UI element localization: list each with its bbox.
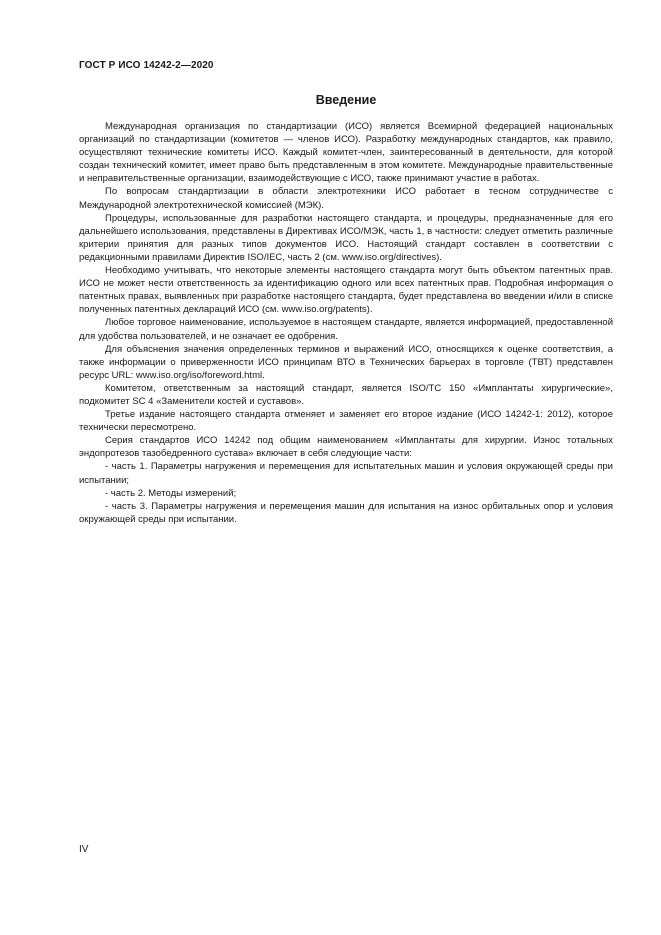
- paragraph: Международная организация по стандартизации (ИСО) является Всемирной федерацией национальных организаций по стандартизации (комитетов — членов ИСО). Разработку международных стандартов, как правило, осуществляют технические комитеты ИСО. Каждый комитет-член, заинтересованный в деятельности, для которой создан технический комитет, имеет право быть представленным в этом комитете. Международные правительственные и неправительственные организации, взаимодействующие с ИСО, также принимают участие в работах.: [79, 121, 613, 185]
- list-item: - часть 1. Параметры нагружения и перемещения для испытательных машин и условия окружающей среды при испытании;: [79, 461, 613, 486]
- paragraph: Третье издание настоящего стандарта отменяет и заменяет его второе издание (ИСО 14242-1: 2012), которое технически пересмотрено.: [79, 409, 613, 434]
- paragraph: Процедуры, использованные для разработки настоящего стандарта, и процедуры, предназначенные для его дальнейшего использования, представлены в Директивах ИСО/МЭК, часть 1, в частности: следует отметить различные критерии принятия для разных типов документов ИСО. Настоящий стандарт составлен в соответствии с редакционными правилами Директив ISO/IEC, часть 2 (см. www.iso.org/directives).: [79, 212, 613, 263]
- paragraph: По вопросам стандартизации в области электротехники ИСО работает в тесном сотрудничестве с Международной электротехнической комиссией (МЭК).: [79, 186, 613, 211]
- section-title: Введение: [315, 93, 377, 107]
- paragraph: Комитетом, ответственным за настоящий стандарт, является ISO/TC 150 «Имплантаты хирургические», подкомитет SC 4 «Заменители костей и суставов».: [79, 382, 613, 407]
- paragraph: Любое торговое наименование, используемое в настоящем стандарте, является информацией, предоставленной для удобства пользователей, и не означает ее одобрения.: [79, 317, 613, 342]
- paragraph: Для объяснения значения определенных терминов и выражений ИСО, относящихся к оценке соответствия, а также информации о приверженности ИСО принципам ВТО в Технических барьерах в торговле (ТВТ) представлен ресурс URL: www.iso.org/iso/foreword.html.: [79, 343, 613, 381]
- paragraph: Серия стандартов ИСО 14242 под общим наименованием «Имплантаты для хирургии. Износ тотальных эндопротезов тазобедренного сустава» включает в себя следующие части:: [79, 435, 613, 460]
- page-number: IV: [79, 844, 89, 855]
- list-item: - часть 2. Методы измерений;: [105, 487, 237, 499]
- document-header: ГОСТ Р ИСО 14242-2—2020: [79, 60, 214, 71]
- body-text: [79, 120, 613, 526]
- list-item: - часть 3. Параметры нагружения и перемещения машин для испытания на износ орбитальных опор и условия окружающей среды при испытании.: [79, 500, 613, 525]
- paragraph: Необходимо учитывать, что некоторые элементы настоящего стандарта могут быть объектом патентных прав. ИСО не может нести ответственность за идентификацию одного или всех патентных прав. Подробная информация о патентных правах, выявленных при разработке настоящего стандарта, будет представлена во введении и/или в списке полученных патентных деклараций ИСО (см. www.iso.org/patents).: [79, 265, 613, 316]
